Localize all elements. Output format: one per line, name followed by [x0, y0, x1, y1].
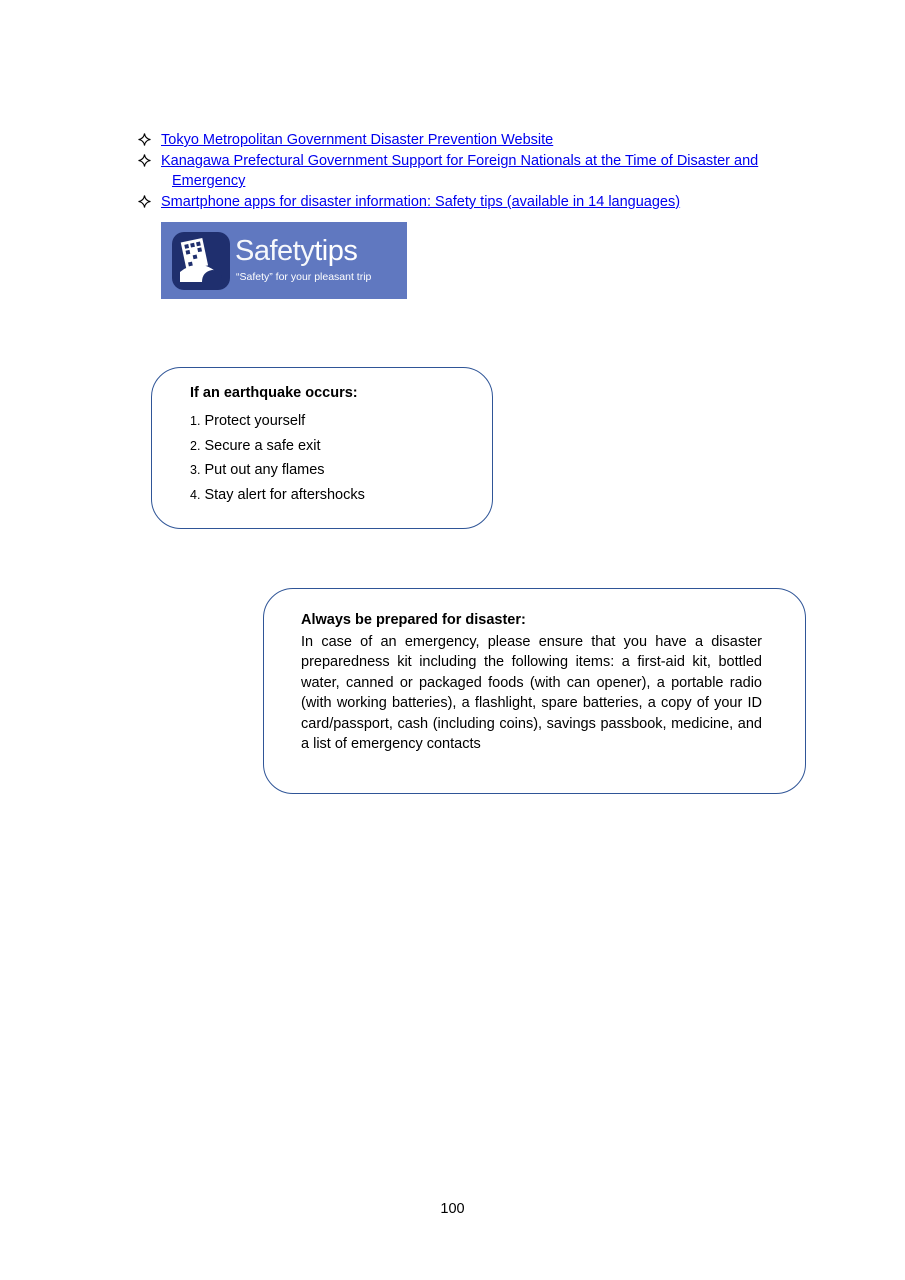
- list-item: 2. Secure a safe exit: [190, 437, 321, 454]
- diamond-star-icon: [138, 130, 161, 146]
- diamond-star-icon: [138, 192, 161, 208]
- preparedness-heading: Always be prepared for disaster:: [301, 612, 526, 628]
- earthquake-box: [151, 367, 493, 529]
- link-list: [138, 130, 808, 212]
- link-item: [138, 130, 808, 151]
- safety-tips-app-icon: [172, 232, 230, 290]
- safety-tips-app-link[interactable]: Smartphone apps for disaster information: Safety tips (available in 14 languages): [161, 193, 681, 210]
- link-item: [138, 192, 808, 213]
- preparedness-box: [263, 588, 806, 794]
- banner-subtitle: “Safety” for your pleasant trip: [236, 271, 372, 283]
- list-item: 1. Protect yourself: [190, 413, 306, 429]
- kanagawa-support-link[interactable]: Kanagawa Prefectural Government Support for Foreign Nationals at the Time of Disaster and Emergency: [161, 152, 759, 189]
- tokyo-disaster-link[interactable]: Tokyo Metropolitan Government Disaster Prevention Website: [161, 132, 554, 148]
- earthquake-steps: [190, 411, 365, 509]
- link-item: [138, 151, 808, 192]
- banner-title: Safetytips: [235, 235, 358, 267]
- safety-tips-banner[interactable]: [161, 222, 407, 299]
- list-item: 3. Put out any flames: [190, 462, 325, 478]
- earthquake-heading: If an earthquake occurs:: [190, 385, 358, 401]
- page-number: 100: [440, 1201, 465, 1217]
- diamond-star-icon: [138, 151, 161, 167]
- preparedness-body: In case of an emergency, please ensure that you have a disaster preparedness kit including the following items: a first-aid kit, bottled water, canned or packaged foods (with can opener), a portable radio (with working batteries), a flashlight, spare batteries, a copy of your ID card/passport, cash (including coins), savings passbook, medicine, and a list of emergency contacts: [301, 634, 762, 753]
- list-item: 4. Stay alert for aftershocks: [190, 486, 365, 503]
